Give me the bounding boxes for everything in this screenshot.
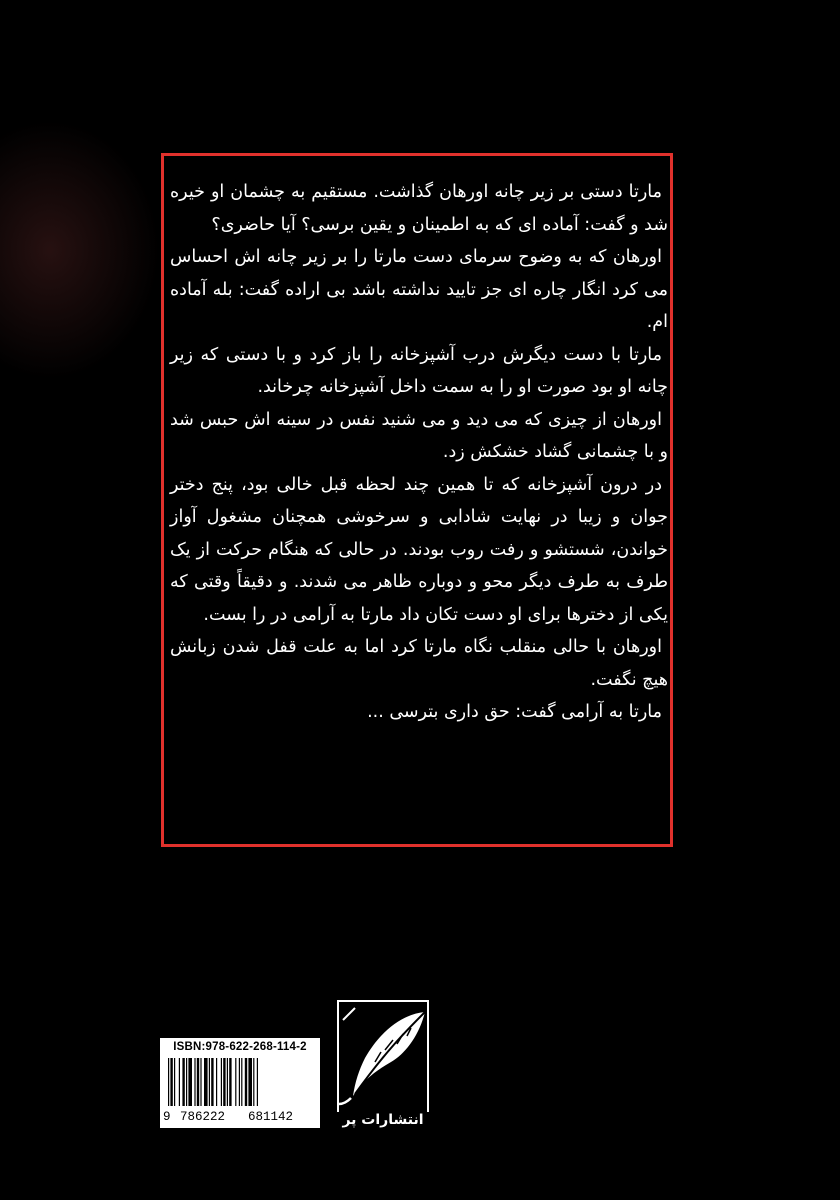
barcode (166, 1058, 314, 1106)
barcode-bar (248, 1058, 252, 1106)
publisher-name: انتشارات پر (333, 1112, 433, 1128)
barcode-bar (168, 1058, 169, 1106)
barcode-bar (239, 1058, 240, 1106)
isbn-barcode-block (160, 1038, 320, 1128)
barcode-bar (194, 1058, 195, 1106)
barcode-bar (223, 1058, 225, 1106)
barcode-bar (253, 1058, 254, 1106)
barcode-bar (216, 1058, 217, 1106)
paragraph-4: اورهان از چیزی که می دید و می شنید نفس در سینه اش حبس شد و با چشمانی گشاد خشکش زد. (170, 409, 668, 462)
barcode-bar (245, 1058, 247, 1106)
paragraph-1: مارتا دستی بر زیر چانه اورهان گذاشت. مستقیم به چشمان او خیره شد و گفت: آماده ای که به اطمینان و یقین برسی؟ آیا حاضری؟ (170, 182, 668, 235)
paragraph-3: مارتا با دست دیگرش درب آشپزخانه را باز کرد و با دستی که زیر چانه او بود صورت او را به سمت داخل آشپزخانه چرخاند. (170, 344, 668, 397)
barcode-bar (182, 1058, 184, 1106)
barcode-bar (174, 1058, 175, 1106)
barcode-bar (200, 1058, 201, 1106)
paragraph-2: اورهان که به وضوح سرمای دست مارتا را بر زیر چانه اش احساس می کرد انگار چاره ای جز تایید نداشته باشد بی اراده گفت: بله آماده ام. (170, 247, 668, 332)
barcode-bar (229, 1058, 231, 1106)
barcode-bar (257, 1058, 258, 1106)
barcode-bar (179, 1058, 180, 1106)
barcode-bar (170, 1058, 172, 1106)
paragraph-6: اورهان با حالی منقلب نگاه مارتا کرد اما به علت قفل شدن زبانش هیچ نگفت. (170, 637, 668, 690)
barcode-bar (235, 1058, 236, 1106)
paragraph-7: مارتا به آرامی گفت: حق داری بترسی ... (367, 702, 662, 722)
background-glow (0, 120, 160, 380)
barcode-bar (227, 1058, 228, 1106)
barcode-bar (188, 1058, 192, 1106)
barcode-bar (211, 1058, 213, 1106)
publisher-logo (333, 1000, 433, 1135)
feather-quill-icon (333, 1000, 433, 1115)
barcode-digits-right: 681142 (248, 1110, 294, 1124)
barcode-bar (209, 1058, 210, 1106)
barcode-digits-left: 786222 (180, 1110, 226, 1124)
barcode-digit-first: 9 (163, 1110, 171, 1124)
back-cover-text (170, 176, 668, 729)
barcode-bar (204, 1058, 208, 1106)
barcode-bar (197, 1058, 199, 1106)
barcode-bar (221, 1058, 222, 1106)
paragraph-5: در درون آشپزخانه که تا همین چند لحظه قبل خالی بود، پنج دختر جوان و زیبا در نهایت شادابی و سرخوشی همچنان مشغول آواز خواندن، شستشو و رفت روب بودند. در حالی که هنگام حرکت از یک طرف به طرف دیگر محو و دوباره ظاهر می شدند. و دقیقاً وقتی که یکی از دخترها برای او دست تکان داد مارتا به آرامی در را بست. (170, 474, 668, 625)
barcode-bar (241, 1058, 242, 1106)
barcode-bar (186, 1058, 187, 1106)
isbn-label: ISBN:978-622-268-114-2 (173, 1041, 307, 1053)
